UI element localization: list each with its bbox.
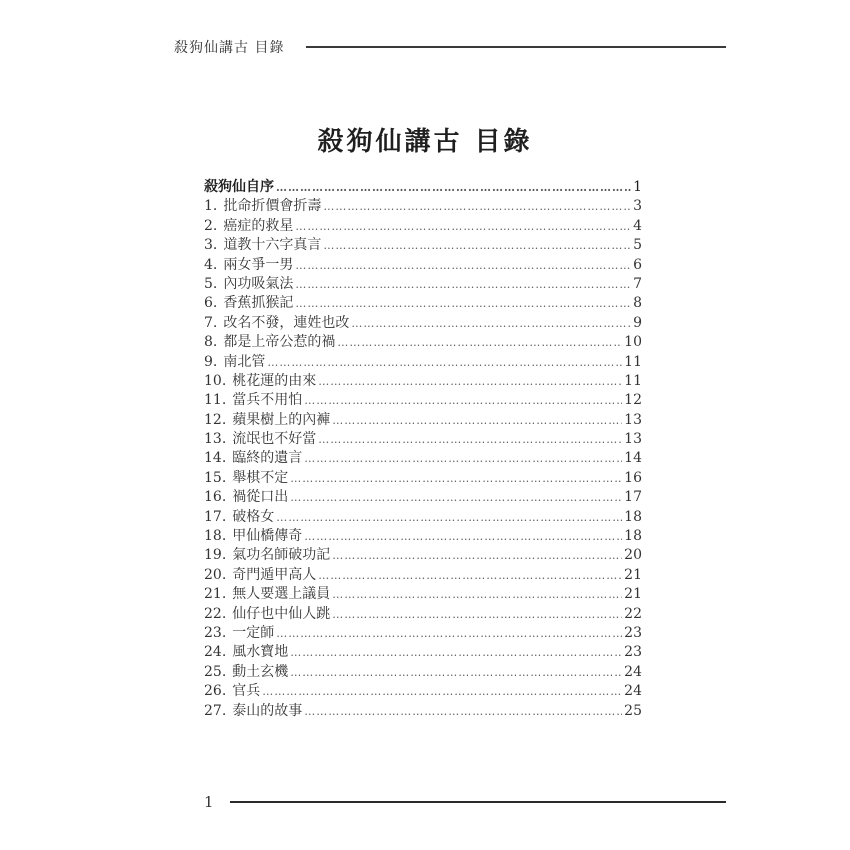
- toc-entry-page: 23: [624, 624, 642, 641]
- toc-entry-label: 風水寶地: [232, 644, 289, 661]
- toc-entry: [204, 641, 642, 660]
- toc-leader-dots: [318, 375, 622, 388]
- toc-entry-page: 11: [624, 372, 642, 389]
- toc-entry-title: [204, 234, 323, 254]
- toc-entry-title: [204, 195, 323, 215]
- toc-entry: [204, 428, 642, 447]
- toc-entry-page: 13: [624, 431, 642, 448]
- toc-entry-title: [204, 176, 276, 196]
- toc-leader-dots: [332, 414, 622, 427]
- toc-leader-dots: [332, 549, 622, 562]
- toc-entry: [204, 622, 642, 641]
- toc-entry: [204, 370, 642, 389]
- toc-entry-label: 舉棋不定: [232, 469, 289, 486]
- toc-entry-label: 官兵: [232, 683, 261, 700]
- toc-entry-title: [204, 254, 295, 274]
- table-of-contents: [204, 176, 642, 719]
- toc-entry-number: 21.: [204, 586, 227, 603]
- toc-entry: [204, 273, 642, 292]
- toc-entry-page: 24: [624, 663, 642, 680]
- toc-entry-title: [204, 641, 290, 661]
- toc-entry-title: [204, 428, 318, 448]
- toc-entry-page: 9: [633, 314, 642, 331]
- toc-leader-dots: [304, 452, 622, 465]
- toc-entry-page: 1: [633, 179, 642, 195]
- toc-leader-dots: [295, 220, 631, 233]
- toc-entry-number: 24.: [204, 644, 227, 661]
- toc-entry-title: [204, 351, 267, 371]
- toc-entry-label: 癌症的救星: [223, 217, 294, 234]
- page-footer: [204, 792, 726, 812]
- toc-entry-title: [204, 544, 332, 564]
- toc-leader-dots: [318, 569, 622, 582]
- toc-entry-title: [204, 389, 304, 409]
- toc-entry-page: 18: [624, 508, 642, 525]
- toc-entry: [204, 467, 642, 486]
- toc-entry: [204, 525, 642, 544]
- toc-leader-dots: [295, 297, 631, 310]
- toc-entry: [204, 215, 642, 234]
- toc-entry-page: 11: [624, 353, 642, 370]
- toc-leader-dots: [337, 336, 622, 349]
- toc-entry-number: 4.: [204, 256, 218, 273]
- toc-entry-label: 氣功名師破功記: [232, 547, 331, 564]
- toc-entry-page: 4: [633, 217, 642, 234]
- toc-entry-page: 16: [624, 469, 642, 486]
- toc-entry-label: 流氓也不好當: [232, 431, 317, 448]
- toc-entry-number: 14.: [204, 450, 227, 467]
- toc-entry: [204, 312, 642, 331]
- toc-entry: [204, 351, 642, 370]
- toc-entry-page: 3: [633, 198, 642, 215]
- toc-entry-title: [204, 525, 304, 545]
- toc-entry-label: 仙仔也中仙人跳: [232, 605, 331, 622]
- toc-entry-label: 改名不發，連姓也改: [223, 314, 350, 331]
- toc-leader-dots: [332, 588, 622, 601]
- toc-entry-label: 兩女爭一男: [223, 256, 294, 273]
- toc-entry-title: [204, 583, 332, 603]
- toc-entry-number: 5.: [204, 275, 218, 292]
- toc-entry-number: 18.: [204, 528, 227, 545]
- toc-entry-number: 11.: [204, 392, 227, 409]
- toc-entry-title: [204, 700, 304, 720]
- toc-entry-title: [204, 661, 290, 681]
- toc-entry-number: 15.: [204, 469, 227, 486]
- toc-entry-number: 27.: [204, 702, 227, 719]
- toc-entry-number: 17.: [204, 508, 227, 525]
- toc-leader-dots: [262, 685, 622, 698]
- toc-entry-page: 10: [624, 334, 642, 351]
- toc-leader-dots: [267, 356, 622, 369]
- toc-entry-number: 16.: [204, 489, 227, 506]
- toc-entry-title: [204, 486, 290, 506]
- toc-entry-label: 道教十六字真言: [223, 237, 322, 254]
- toc-leader-dots: [351, 317, 631, 330]
- toc-entry-label: 無人要選上議員: [232, 586, 331, 603]
- toc-entry-label: 動土玄機: [232, 663, 289, 680]
- toc-entry-page: 21: [624, 586, 642, 603]
- toc-entry-page: 24: [624, 683, 642, 700]
- toc-entry-label: 臨終的遺言: [232, 450, 303, 467]
- toc-entry: [204, 661, 642, 680]
- toc-leader-dots: [276, 511, 622, 524]
- toc-entry-title: [204, 292, 295, 312]
- toc-leader-dots: [323, 239, 631, 252]
- toc-entry-title: [204, 273, 295, 293]
- toc-leader-dots: [276, 181, 631, 194]
- toc-entry-page: 23: [624, 644, 642, 661]
- footer-page-number: 1: [204, 793, 214, 811]
- toc-entry-title: [204, 312, 351, 332]
- toc-entry: [204, 292, 642, 311]
- toc-entry-number: 13.: [204, 431, 227, 448]
- toc-entry-number: 23.: [204, 624, 227, 641]
- toc-entry: [204, 331, 642, 350]
- toc-entry-number: 8.: [204, 334, 218, 351]
- toc-entry-label: 禍從口出: [232, 489, 289, 506]
- toc-entry: [204, 234, 642, 253]
- toc-entry-page: 6: [633, 256, 642, 273]
- toc-leader-dots: [295, 259, 631, 272]
- toc-leader-dots: [323, 200, 631, 213]
- toc-entry: [204, 447, 642, 466]
- toc-entry-label: 一定師: [232, 624, 275, 641]
- toc-entry: [204, 409, 642, 428]
- running-header: [174, 36, 726, 58]
- toc-entry-page: 13: [624, 411, 642, 428]
- toc-entry-title: [204, 215, 295, 235]
- toc-entry-label: 蘋果樹上的內褲: [232, 411, 331, 428]
- toc-entry-label: 泰山的故事: [232, 702, 303, 719]
- toc-entry-page: 8: [633, 295, 642, 312]
- toc-leader-dots: [304, 394, 622, 407]
- toc-entry-page: 25: [624, 702, 642, 719]
- toc-entry-label: 當兵不用怕: [232, 392, 303, 409]
- toc-entry-label: 桃花運的由來: [232, 372, 317, 389]
- toc-entry-number: 19.: [204, 547, 227, 564]
- header-rule: [306, 46, 726, 48]
- toc-entry-number: 1.: [204, 198, 218, 215]
- toc-entry: [204, 564, 642, 583]
- toc-entry-title: [204, 622, 276, 642]
- toc-entry: [204, 506, 642, 525]
- toc-entry-page: 7: [633, 275, 642, 292]
- toc-leader-dots: [290, 646, 622, 659]
- toc-leader-dots: [290, 491, 622, 504]
- toc-entry-number: 22.: [204, 605, 227, 622]
- toc-entry-number: 3.: [204, 237, 218, 254]
- toc-entry: [204, 603, 642, 622]
- toc-entry-number: 6.: [204, 295, 218, 312]
- toc-entry-number: 26.: [204, 683, 227, 700]
- toc-entry-title: [204, 564, 318, 584]
- toc-entry-page: 5: [633, 237, 642, 254]
- toc-leader-dots: [290, 666, 622, 679]
- toc-entry: [204, 176, 642, 195]
- toc-leader-dots: [276, 627, 622, 640]
- toc-entry-title: [204, 447, 304, 467]
- toc-entry-page: 18: [624, 528, 642, 545]
- toc-entry-title: [204, 370, 318, 390]
- toc-entry-label: 殺狗仙自序: [204, 179, 274, 195]
- toc-entry-number: 25.: [204, 663, 227, 680]
- toc-entry-label: 奇門遁甲高人: [232, 566, 317, 583]
- running-title: 殺狗仙講古 目錄: [174, 40, 285, 56]
- toc-entry-label: 都是上帝公惹的禍: [223, 334, 336, 351]
- toc-entry-title: [204, 409, 332, 429]
- toc-entry: [204, 486, 642, 505]
- toc-leader-dots: [332, 608, 622, 621]
- toc-entry-number: 2.: [204, 217, 218, 234]
- toc-entry-page: 14: [624, 450, 642, 467]
- toc-entry-title: [204, 680, 262, 700]
- toc-entry: [204, 680, 642, 699]
- toc-leader-dots: [304, 705, 622, 718]
- toc-entry: [204, 544, 642, 563]
- toc-entry-title: [204, 506, 276, 526]
- toc-entry-label: 南北管: [223, 353, 266, 370]
- toc-entry-label: 甲仙橋傳奇: [232, 528, 303, 545]
- toc-leader-dots: [290, 472, 622, 485]
- toc-entry: [204, 389, 642, 408]
- toc-entry-number: 20.: [204, 566, 227, 583]
- toc-entry-label: 香蕉抓猴記: [223, 295, 294, 312]
- toc-entry-number: 7.: [204, 314, 218, 331]
- toc-leader-dots: [295, 278, 631, 291]
- toc-entry: [204, 195, 642, 214]
- toc-entry-title: [204, 331, 337, 351]
- toc-leader-dots: [318, 433, 622, 446]
- toc-entry-title: [204, 603, 332, 623]
- toc-entry-page: 12: [624, 392, 642, 409]
- toc-entry-page: 17: [624, 489, 642, 506]
- toc-entry: [204, 700, 642, 719]
- toc-entry-number: 12.: [204, 411, 227, 428]
- toc-entry: [204, 583, 642, 602]
- toc-entry-page: 20: [624, 547, 642, 564]
- toc-leader-dots: [304, 530, 622, 543]
- toc-entry-page: 21: [624, 566, 642, 583]
- footer-rule: [230, 801, 726, 803]
- toc-entry: [204, 254, 642, 273]
- toc-entry-number: 9.: [204, 353, 218, 370]
- toc-entry-number: 10.: [204, 372, 227, 389]
- toc-entry-label: 批命折價會折壽: [223, 198, 322, 215]
- toc-entry-page: 22: [624, 605, 642, 622]
- toc-entry-label: 內功吸氣法: [223, 275, 294, 292]
- toc-entry-title: [204, 467, 290, 487]
- toc-entry-label: 破格女: [232, 508, 275, 525]
- page-title: 殺狗仙講古 目錄: [317, 127, 533, 158]
